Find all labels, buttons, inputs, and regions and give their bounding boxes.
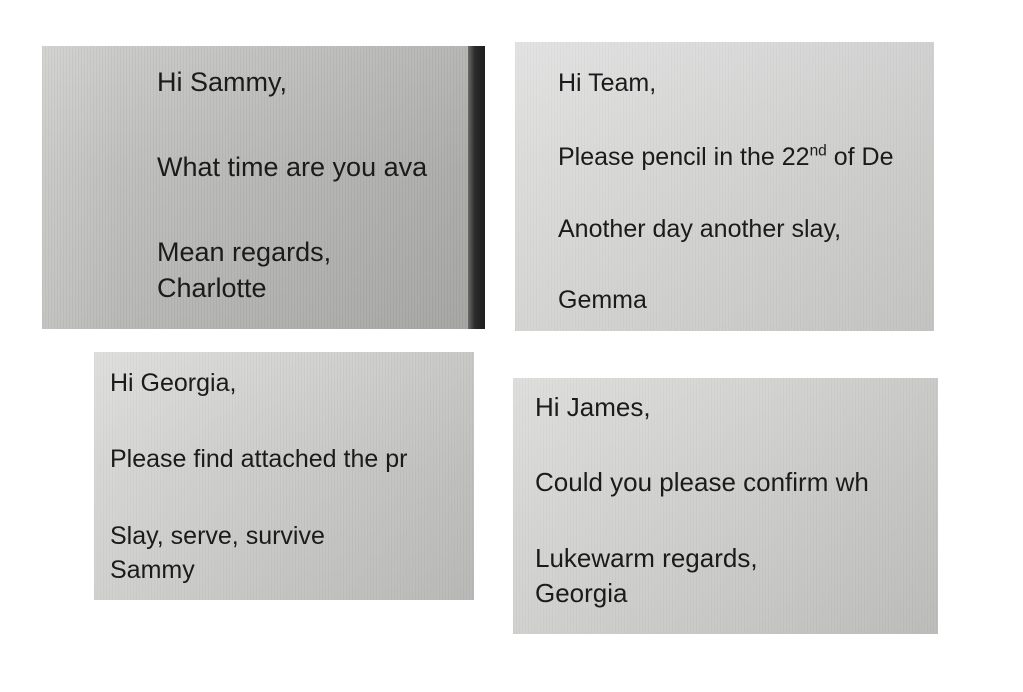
greeting-line: Hi Georgia, <box>110 369 237 397</box>
sender-name-line: Georgia <box>535 577 628 608</box>
signoff-line: Lukewarm regards, <box>535 542 758 573</box>
greeting-line: Hi James, <box>535 392 651 422</box>
photo-dark-edge <box>468 46 485 329</box>
body-line-after: of De <box>826 143 894 172</box>
sender-name-line: Gemma <box>558 285 647 314</box>
email-snippet-charlotte <box>42 46 485 329</box>
body-line <box>558 144 934 170</box>
email-snippet-gemma <box>515 42 934 331</box>
email-snippet-georgia <box>513 378 938 634</box>
greeting-line: Hi Sammy, <box>157 67 288 97</box>
email-snippet-sammy <box>94 352 474 600</box>
snippet-text-block <box>157 68 485 302</box>
signoff-line: Mean regards, <box>157 236 332 267</box>
body-line-before: Please pencil in the 22 <box>558 143 810 172</box>
body-line: Please find attached the pr <box>110 445 408 474</box>
signoff-line: Another day another slay, <box>558 214 842 243</box>
snippet-text-block <box>110 370 474 583</box>
sender-name-line: Sammy <box>110 555 195 584</box>
snippet-text-block <box>535 394 938 607</box>
ordinal-suffix: nd <box>809 142 827 160</box>
snippet-text-block <box>558 70 934 313</box>
body-line: Could you please confirm wh <box>535 467 869 498</box>
body-line: What time are you ava <box>157 152 428 183</box>
sender-name-line: Charlotte <box>157 273 267 304</box>
greeting-line: Hi Team, <box>558 69 657 97</box>
signoff-line: Slay, serve, survive <box>110 521 325 550</box>
